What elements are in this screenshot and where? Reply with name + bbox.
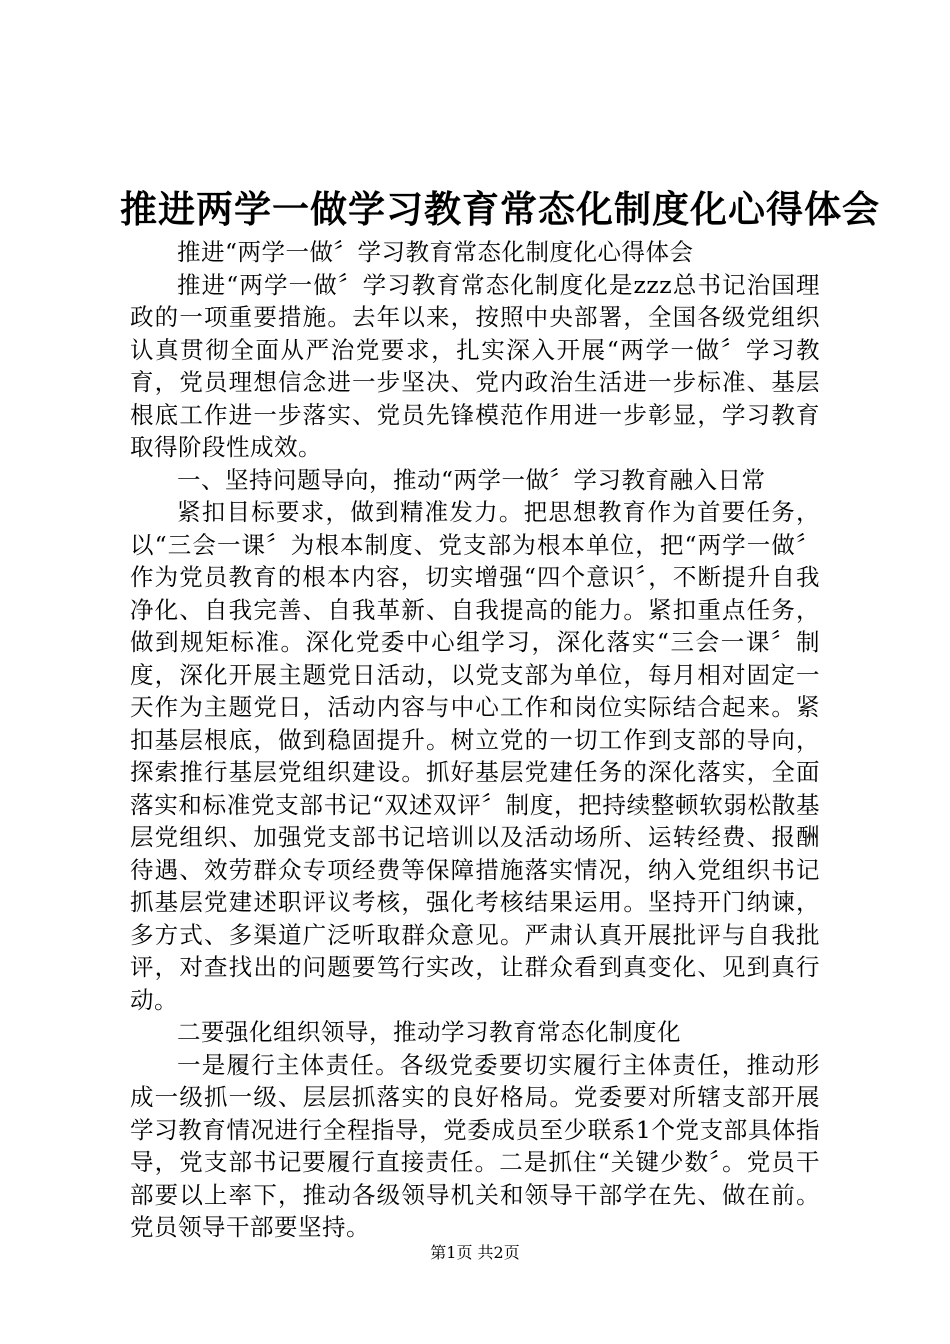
document-body: [130, 236, 820, 1244]
section-1-paragraph: 紧扣目标要求，做到精准发力。把思想教育作为首要任务，以“三会一课〞为根本制度、党支部为根本单位，把“两学一做〞作为党员教育的根本内容，切实增强“四个意识〞，不断提升自我净化、自我完善、自我革新、自我提高的能力。紧扣重点任务，做到规矩标准。深化党委中心组学习，深化落实“三会一课〞制度，深化开展主题党日活动，以党支部为单位，每月相对固定一天作为主题党日，活动内容与中心工作和岗位实际结合起来。紧扣基层根底，做到稳固提升。树立党的一切工作到支部的导向，探索推行基层党组织建设。抓好基层党建任务的深化落实，全面落实和标准党支部书记“双述双评〞制度，把持续整顿软弱松散基层党组织、加强党支部书记培训以及活动场所、运转经费、报酬待遇、效劳群众专项经费等保障措施落实情况，纳入党组织书记抓基层党建述职评议考核，强化考核结果运用。坚持开门纳谏，多方式、多渠道广泛听取群众意见。严肃认真开展批评与自我批评，对查找出的问题要笃行实改，让群众看到真变化、见到真行动。: [130, 498, 820, 1014]
section-2-paragraph: 一是履行主体责任。各级党委要切实履行主体责任，推动形成一级抓一级、层层抓落实的良好格局。党委要对所辖支部开展学习教育情况进行全程指导，党委成员至少联系1个党支部具体指导，党支部书记要履行直接责任。二是抓住“关键少数〞。党员干部要以上率下，推动各级领导机关和领导干部学在先、做在前。党员领导干部要坚持。: [130, 1050, 820, 1241]
subtitle-paragraph: 推进“两学一做〞学习教育常态化制度化心得体会: [177, 238, 694, 266]
page-number-footer: 第1页 共2页: [430, 1243, 520, 1262]
intro-paragraph: 推进“两学一做〞学习教育常态化制度化是zzz总书记治国理政的一项重要措施。去年以来，按照中央部署，全国各级党组织认真贯彻全面从严治党要求，扎实深入开展“两学一做〞学习教育，党员理想信念进一步坚决、党内政治生活进一步标准、基层根底工作进一步落实、党员先锋模范作用进一步彰显，学习教育取得阶段性成效。: [130, 270, 820, 461]
document-title: 推进两学一做学习教育常态化制度化心得体会: [120, 188, 880, 231]
section-heading-2: 二要强化组织领导，推动学习教育常态化制度化: [177, 1018, 681, 1046]
section-heading-1: 一、坚持问题导向，推动“两学一做〞学习教育融入日常: [177, 465, 766, 494]
